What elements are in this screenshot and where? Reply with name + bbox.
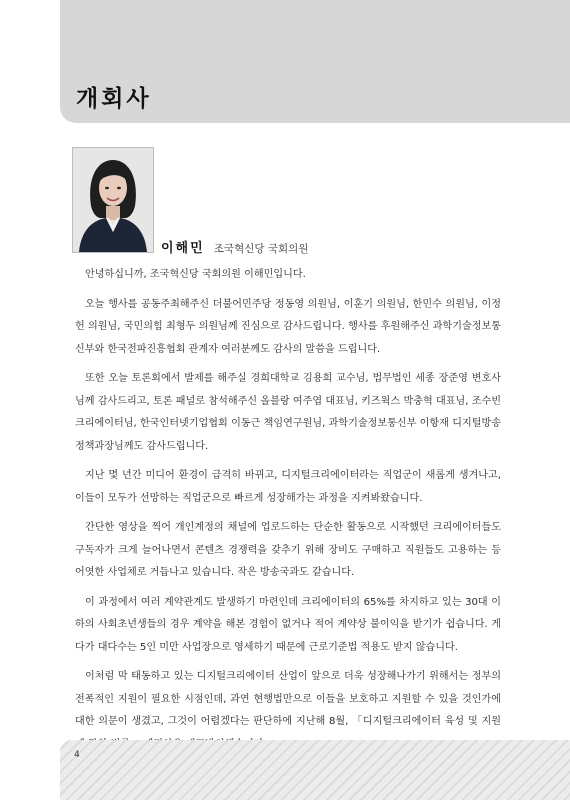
paragraph: 안녕하십니까, 조국혁신당 국회의원 이해민입니다. — [85, 269, 306, 280]
paragraph: 이 과정에서 여러 계약관계도 발생하기 마련인데 크리에이터의 65%를 차지하고 있는 30대 이하의 사회초년생들의 경우 계약을 해본 경험이 없거나 적어 계약상 불이익을 받기가 쉽습니다. 게다가 대다수는 5인 미만 사업장으로 영세하기 때문에 근로기준법 적용도 받지 않습니다. — [75, 596, 501, 653]
footer-band — [60, 740, 570, 800]
paragraph: 지난 몇 년간 미디어 환경이 급격히 바뀌고, 디지털크리에이터라는 직업군이 새롭게 생겨나고, 이들이 모두가 선망하는 직업군으로 빠르게 성장해가는 과정을 지켜봐왔습니다. — [75, 470, 501, 504]
speaker-role: 조국혁신당 국회의원 — [213, 243, 309, 255]
speech-body — [75, 264, 501, 763]
speaker-line — [161, 237, 308, 256]
speaker-name: 이해민 — [161, 241, 205, 256]
portrait-image — [73, 148, 153, 252]
paragraph: 오늘 행사를 공동주최해주신 더불어민주당 정동영 의원님, 이훈기 의원님, 한민수 의원님, 이정헌 의원님, 국민의힘 최형두 의원님께 진심으로 감사드립니다. 행사를 후원해주신 과학기술정보통신부와 한국전파진흥협회 관계자 여러분께도 감사의 말씀을 드립니다. — [75, 298, 501, 355]
paragraph: 간단한 영상을 찍어 개인계정의 채널에 업로드하는 단순한 활동으로 시작했던 크리에이터들도 구독자가 크게 늘어나면서 콘텐츠 경쟁력을 갖추기 위해 장비도 구매하고 직원들도 고용하는 등 어엿한 사업체로 거듭나고 있습니다. 작은 방송국과도 같습니다. — [75, 522, 501, 578]
paragraph: 이처럼 막 태동하고 있는 디지털크리에이터 산업이 앞으로 더욱 성장해나가기 위해서는 정부의 전폭적인 지원이 필요한 시점인데, 과연 현행법만으로 이들을 보호하고 지원할 수 있을 것인가에 대한 의문이 생겼고, 그것이 어렵겠다는 판단하에 지난해 8월, 「디지털크리에이터 육성 및 지원 — [75, 671, 501, 727]
speaker-photo — [72, 147, 154, 253]
page-number: 4 — [74, 750, 80, 760]
section-title: 개회사 — [76, 86, 152, 112]
paragraph: 또한 오늘 토론회에서 발제를 해주실 경희대학교 김용희 교수님, 법무법인 세종 장준영 변호사님께 감사드리고, 토론 패널로 참석해주신 올블랑 여주엽 대표님, 키즈웍스 박충혁 대표님, 조수빈 크리에이터님, 한국인터넷기업협회 이동근 책임연구원님, 과학기술정보통신부 이항재 디지털방송정책과장님께도 감사드립니다. — [75, 373, 501, 452]
